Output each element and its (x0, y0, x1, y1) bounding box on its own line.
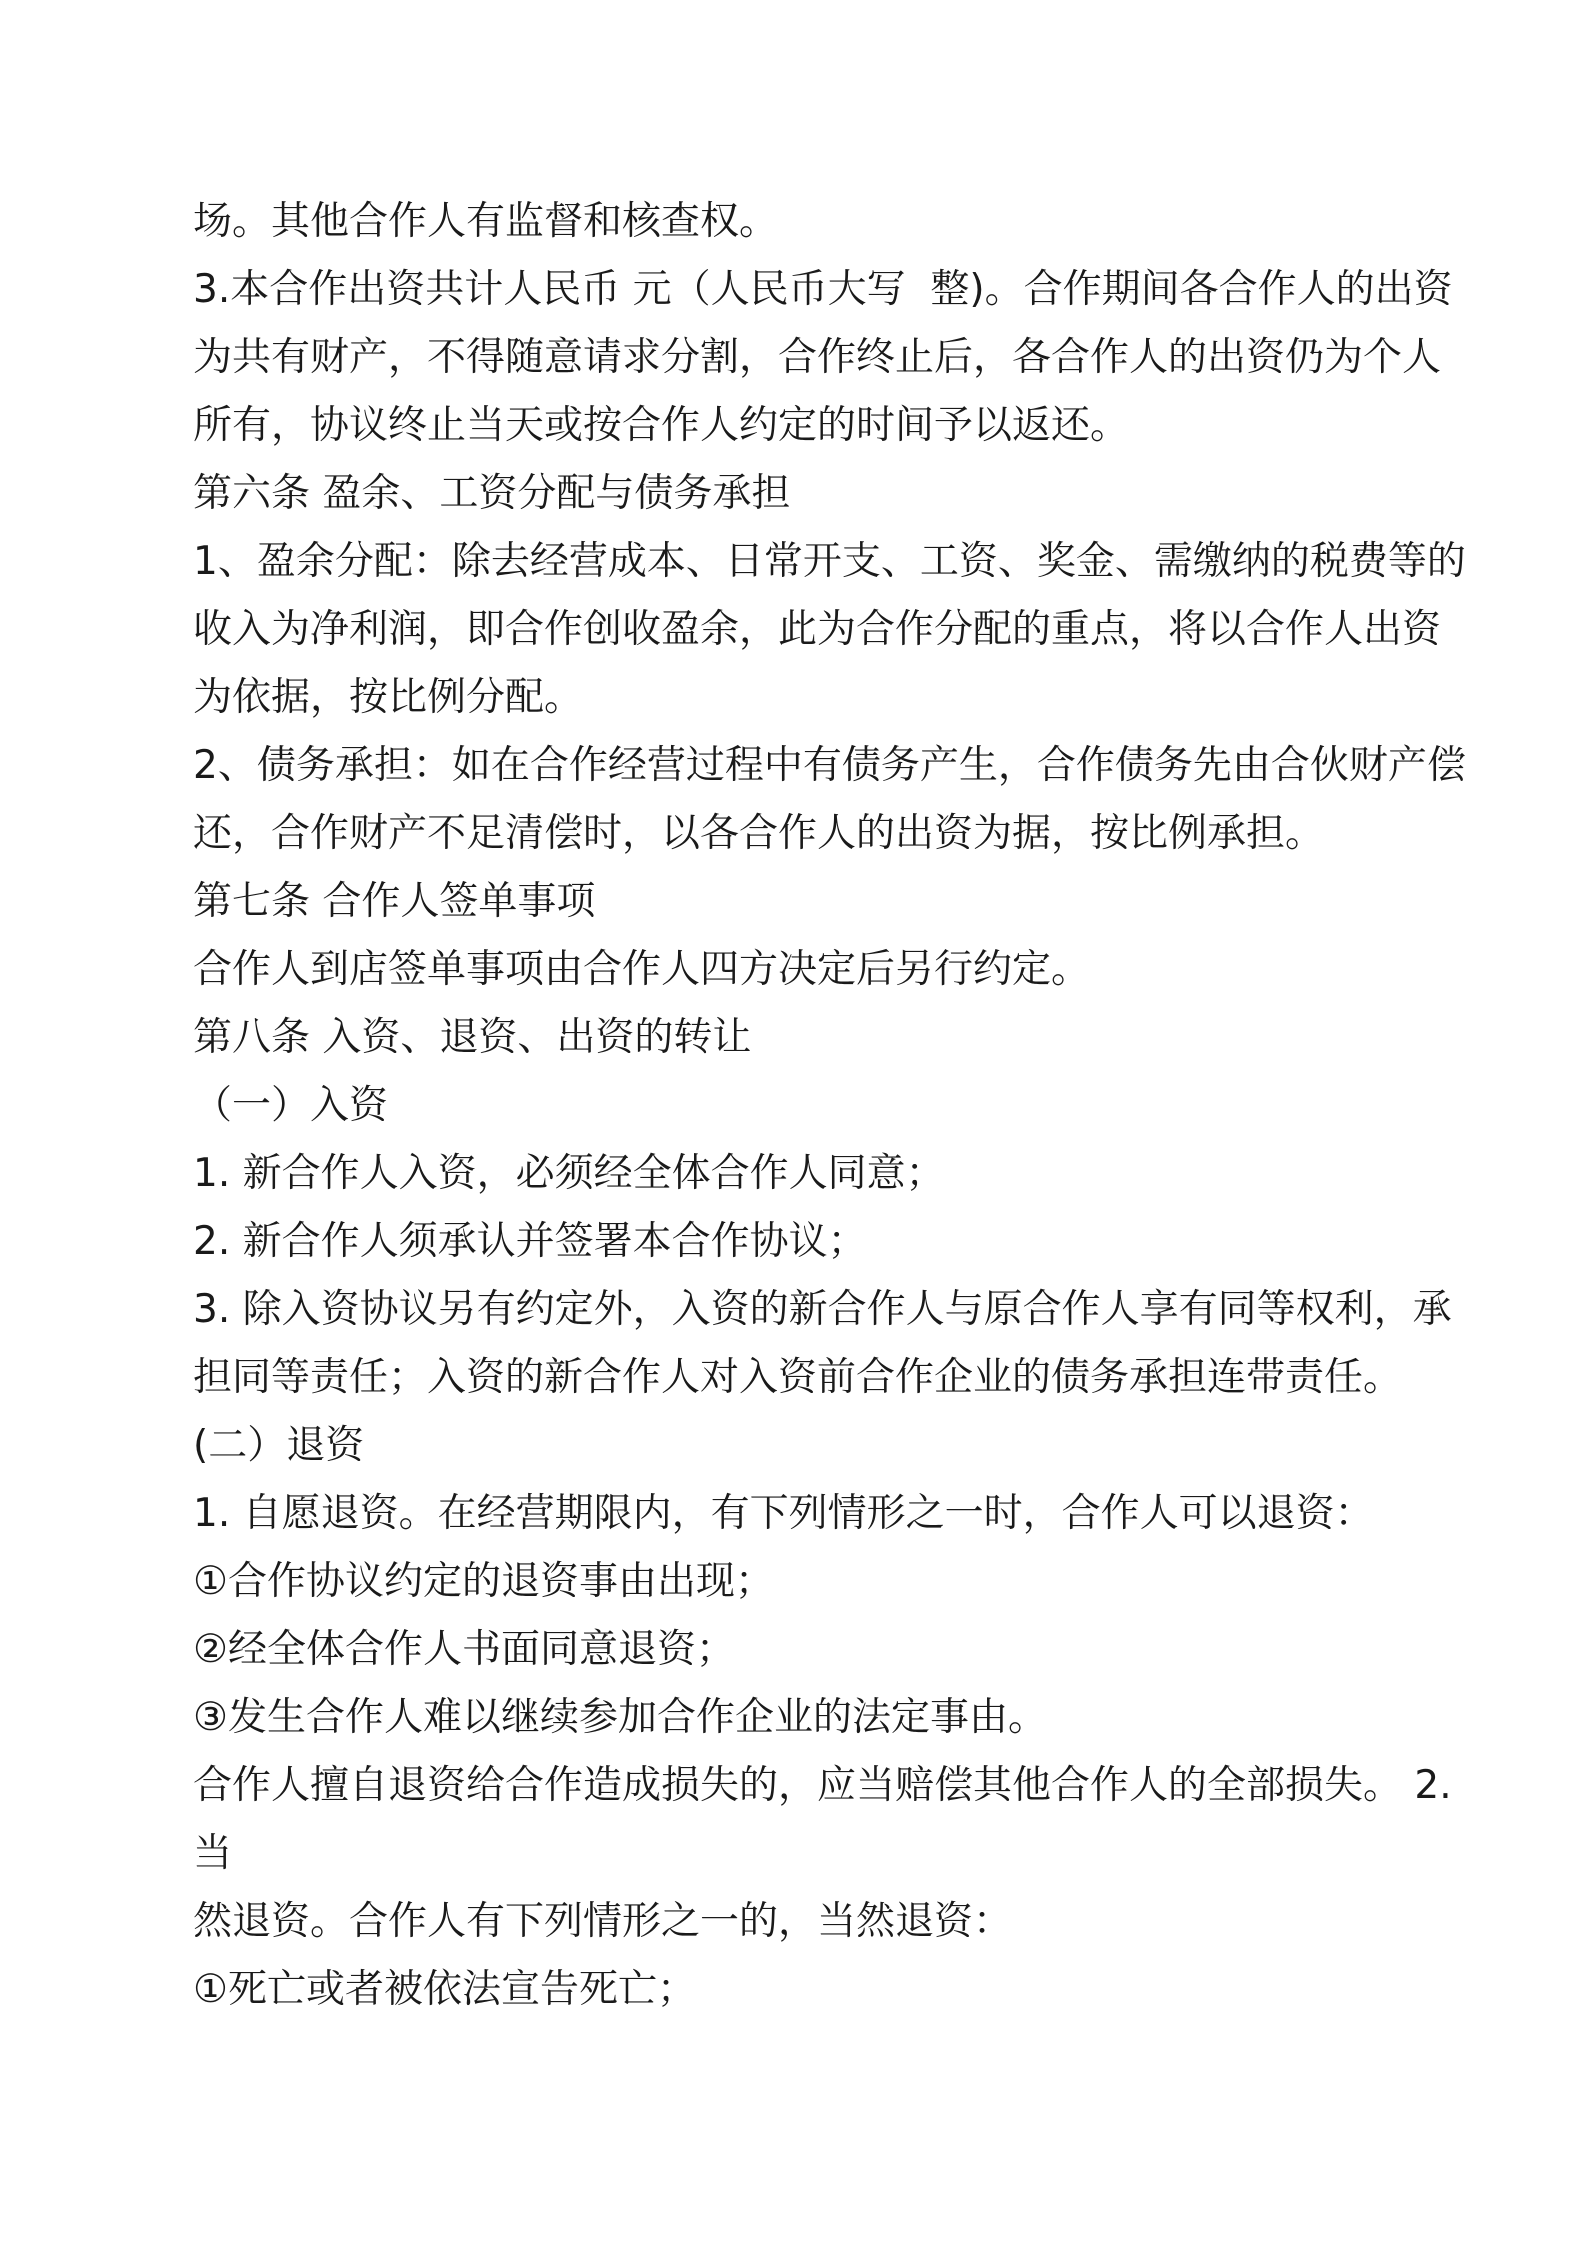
subsection-heading: (二）退资 (193, 1423, 365, 1468)
document-body (193, 188, 1466, 2024)
text-line: 为依据，按比例分配。 (193, 675, 584, 720)
text-line: 然退资。合作人有下列情形之一的，当然退资： (193, 1899, 1013, 1944)
text-line: 合作人到店签单事项由合作人四方决定后另行约定。 (193, 947, 1091, 992)
text-line: 1. 自愿退资。在经营期限内，有下列情形之一时，合作人可以退资： (193, 1491, 1374, 1536)
text-line: 担同等责任；入资的新合作人对入资前合作企业的债务承担连带责任。 (193, 1355, 1403, 1400)
text-line: 当 (193, 1831, 233, 1876)
text-line: 1. 新合作人入资，必须经全体合作人同意； (193, 1151, 945, 1196)
section-heading: 第八条 入资、退资、出资的转让 (193, 1015, 752, 1060)
text-line: ③发生合作人难以继续参加合作企业的法定事由。 (193, 1695, 1047, 1740)
text-line: ①合作协议约定的退资事由出现； (193, 1559, 774, 1604)
text-line: 所有，协议终止当天或按合作人约定的时间予以返还。 (193, 403, 1130, 448)
text-line: 3. 除入资协议另有约定外，入资的新合作人与原合作人享有同等权利，承 (193, 1287, 1452, 1332)
subsection-heading: （一）入资 (193, 1083, 389, 1128)
text-line: 2. 新合作人须承认并签署本合作协议； (193, 1219, 867, 1264)
text-line: 1、盈余分配：除去经营成本、日常开支、工资、奖金、需缴纳的税费等的 (193, 539, 1466, 584)
text-line: 2、债务承担：如在合作经营过程中有债务产生，合作债务先由合伙财产偿 (193, 743, 1466, 788)
text-line: ②经全体合作人书面同意退资； (193, 1627, 735, 1672)
text-line: 收入为净利润，即合作创收盈余，此为合作分配的重点，将以合作人出资 (193, 607, 1442, 652)
text-line: 为共有财产，不得随意请求分割，合作终止后，各合作人的出资仍为个人 (193, 335, 1442, 380)
text-line: 合作人擅自退资给合作造成损失的，应当赔偿其他合作人的全部损失。 2. (193, 1763, 1452, 1808)
text-line: ①死亡或者被依法宣告死亡； (193, 1967, 696, 2012)
section-heading: 第七条 合作人签单事项 (193, 879, 596, 924)
text-line: 3.本合作出资共计人民币 元（人民币大写 整)。合作期间各合作人的出资 (193, 267, 1453, 312)
text-line: 还，合作财产不足清偿时，以各合作人的出资为据，按比例承担。 (193, 811, 1325, 856)
text-line: 场。其他合作人有监督和核查权。 (193, 199, 779, 244)
section-heading: 第六条 盈余、工资分配与债务承担 (193, 471, 791, 516)
